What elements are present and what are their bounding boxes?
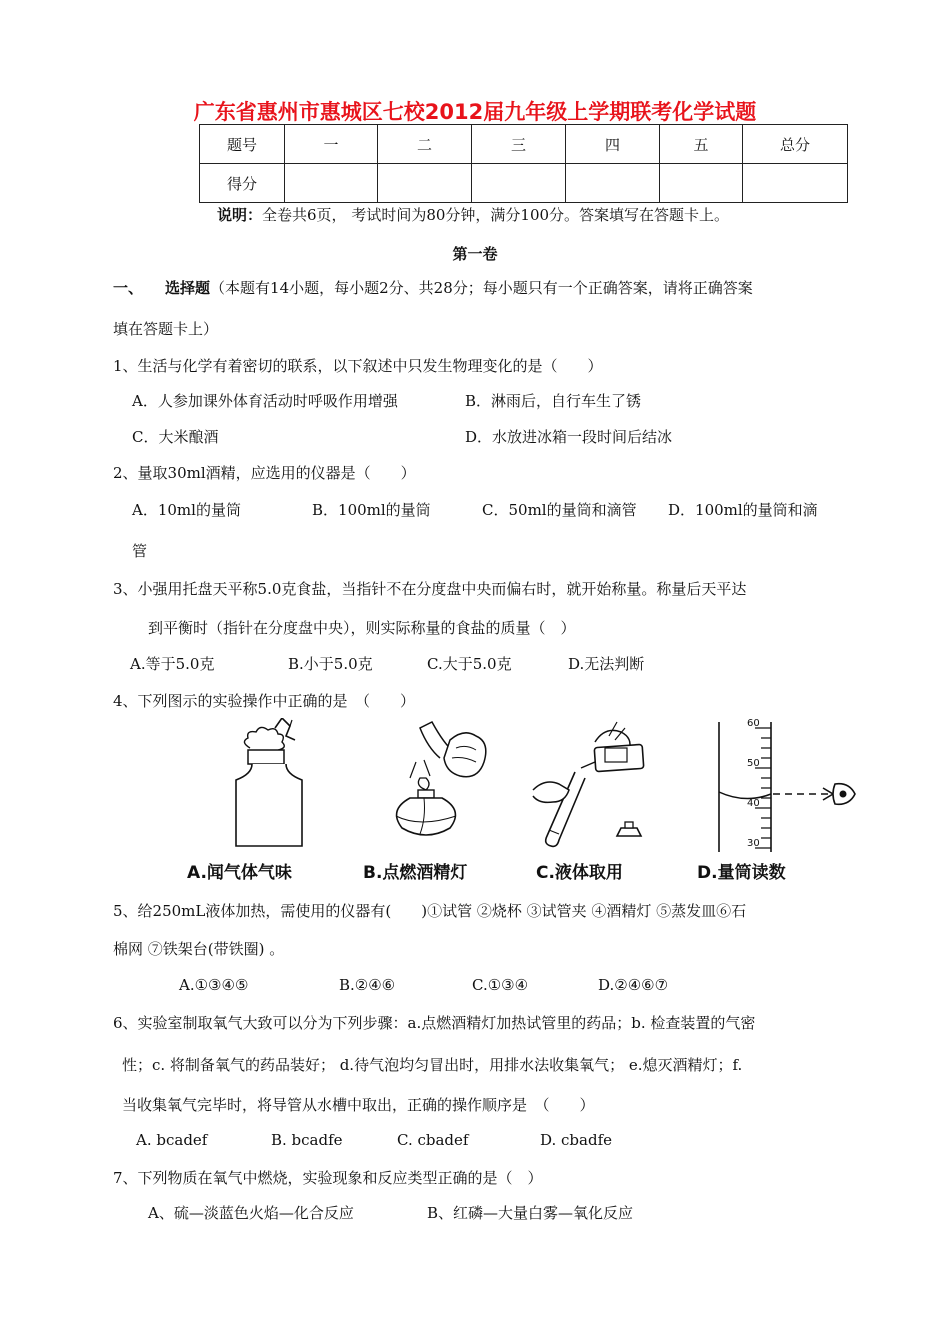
score-value-row: [200, 164, 848, 203]
q6-option-a: A. bcadef: [136, 1131, 208, 1149]
q5-option-c: C.①③④: [472, 976, 529, 994]
q2-option-b: B．100ml的量筒: [312, 501, 431, 519]
graduated-cylinder-illustration: [715, 718, 865, 852]
q2-option-d-cont: 管: [132, 542, 148, 560]
q3-stem: 3、小强用托盘天平称5.0克食盐，当指针不在分度盘中央而偏右时，就开始称量。称量后天平达: [113, 580, 747, 598]
q2-option-d: D．100ml的量筒和滴: [668, 501, 818, 519]
score-cell: [378, 164, 472, 203]
q5-stem: 5、给250mL液体加热，需使用的仪器有( )①试管 ②烧杯 ③试管夹 ④酒精灯 ⑤蒸发皿⑥石: [113, 902, 747, 920]
score-cell: [743, 164, 848, 203]
cyl-tick-50: 50: [747, 758, 760, 769]
cyl-tick-40: 40: [747, 798, 760, 809]
q7-option-a: A、硫—淡蓝色火焰—化合反应: [148, 1204, 354, 1222]
q3-option-a: A.等于5.0克: [130, 655, 215, 673]
figure-caption-d: D.量筒读数: [697, 863, 786, 883]
score-cell: 总分: [743, 125, 848, 164]
exam-note: [217, 204, 729, 225]
q6-stem: 6、实验室制取氧气大致可以分为下列步骤：a.点燃酒精灯加热试管里的药品；b. 检查装置的气密: [113, 1014, 756, 1032]
figure-caption-a: A.闻气体气味: [187, 863, 292, 883]
score-cell: 四: [566, 125, 660, 164]
q6-option-b: B. bcadfe: [271, 1131, 343, 1149]
score-cell: [472, 164, 566, 203]
score-cell: 三: [472, 125, 566, 164]
score-cell: 五: [660, 125, 743, 164]
q2-stem: 2、量取30ml酒精，应选用的仪器是（ ）: [113, 464, 416, 482]
q7-stem: 7、下列物质在氧气中燃烧，实验现象和反应类型正确的是（ ）: [113, 1169, 543, 1187]
note-label: 说明：: [217, 206, 263, 224]
q6-option-c: C. cbadef: [397, 1131, 469, 1149]
q5-option-a: A.①③④⑤: [179, 976, 249, 994]
q1-stem: 1、生活与化学有着密切的联系，以下叙述中只发生物理变化的是（ ）: [113, 357, 603, 375]
score-table: [199, 124, 848, 203]
figure-caption-b: B.点燃酒精灯: [363, 863, 468, 883]
figure-caption-c: C.液体取用: [536, 863, 623, 883]
score-header-row: [200, 125, 848, 164]
q6-option-d: D. cbadfe: [540, 1131, 613, 1149]
exam-title: 广东省惠州市惠城区七校2012届九年级上学期联考化学试题: [193, 100, 757, 124]
q3-option-c: C.大于5.0克: [427, 655, 512, 673]
bottle-illustration: [220, 718, 320, 848]
q4-stem: 4、下列图示的实验操作中正确的是 （ ）: [113, 692, 416, 710]
liquid-pouring-illustration: [525, 718, 655, 848]
q1-option-d: D．水放进冰箱一段时间后结冰: [465, 428, 673, 446]
score-cell: [285, 164, 378, 203]
section-heading: [113, 277, 753, 298]
score-cell: 一: [285, 125, 378, 164]
score-cell: 得分: [200, 164, 285, 203]
q1-option-b: B．淋雨后，自行车生了锈: [465, 392, 642, 410]
score-cell: 二: [378, 125, 472, 164]
section-desc-cont: 填在答题卡上）: [113, 320, 219, 338]
q1-option-a: A．人参加课外体育活动时呼吸作用增强: [132, 392, 398, 410]
q2-option-c: C．50ml的量筒和滴管: [482, 501, 637, 519]
q5-option-b: B.②④⑥: [339, 976, 396, 994]
q1-option-c: C．大米酿酒: [132, 428, 219, 446]
q3-stem-cont: 到平衡时（指针在分度盘中央），则实际称量的食盐的质量（ ）: [148, 619, 576, 637]
cyl-tick-60: 60: [747, 718, 760, 729]
q6-stem-cont-1: 性；c. 将制备氧气的药品装好； d.待气泡均匀冒出时，用排水法收集氧气； e.熄灭酒精灯；f.: [122, 1056, 743, 1074]
score-cell: [566, 164, 660, 203]
section-number: 一、: [113, 279, 144, 297]
q5-stem-cont: 棉网 ⑦铁架台(带铁圈) 。: [113, 940, 285, 958]
cyl-tick-30: 30: [747, 838, 760, 849]
alcohol-lamp-illustration: [380, 718, 500, 848]
q2-option-a: A．10ml的量筒: [132, 501, 241, 519]
section-name: 选择题: [165, 279, 211, 297]
q3-option-b: B.小于5.0克: [288, 655, 373, 673]
q7-option-b: B、红磷—大量白雾—氧化反应: [427, 1204, 634, 1222]
score-cell: 题号: [200, 125, 285, 164]
volume-heading: 第一卷: [452, 245, 498, 263]
score-cell: [660, 164, 743, 203]
q5-option-d: D.②④⑥⑦: [598, 976, 669, 994]
section-desc: （本题有14小题，每小题2分、共28分；每小题只有一个正确答案，请将正确答案: [210, 279, 753, 297]
q3-option-d: D.无法判断: [568, 655, 645, 673]
note-text: 全卷共6页， 考试时间为80分钟，满分100分。答案填写在答题卡上。: [262, 206, 730, 224]
q6-stem-cont-2: 当收集氧气完毕时，将导管从水槽中取出，正确的操作顺序是 （ ）: [122, 1096, 595, 1114]
